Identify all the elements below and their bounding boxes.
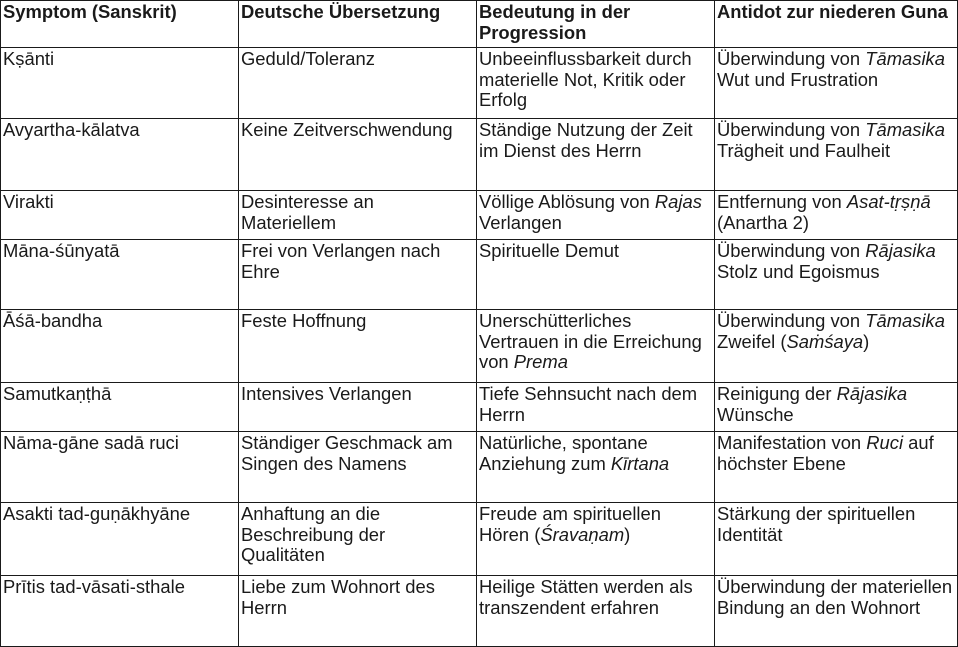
text-segment: Wünsche bbox=[717, 403, 794, 425]
text-segment: Spirituelle Demut bbox=[479, 240, 620, 261]
text-segment: Stolz und Egoismus bbox=[717, 260, 880, 282]
cell-symptom: Samutkaṇṭhā bbox=[1, 383, 239, 432]
cell-translation: Ständiger Geschmack am Singen des Namens bbox=[239, 432, 477, 503]
cell-symptom: Prītis tad-vāsati-sthale bbox=[1, 576, 239, 647]
text-segment: Unerschütterliches Vertrauen in die Erreichung von bbox=[479, 310, 702, 372]
italic-term: Tāmasika bbox=[865, 310, 945, 331]
italic-term: Asat-tṛṣṇā bbox=[846, 191, 931, 212]
cell-antidote bbox=[715, 310, 958, 383]
table-row bbox=[1, 119, 958, 191]
cell-antidote bbox=[715, 240, 958, 310]
text-segment: auf höchster Ebene bbox=[717, 432, 934, 474]
text-segment: Überwindung von bbox=[717, 240, 866, 261]
text-segment: ) bbox=[863, 330, 870, 352]
text-segment: Reinigung der bbox=[717, 383, 837, 404]
cell-antidote bbox=[715, 503, 958, 576]
italic-term: Saṁśaya bbox=[786, 330, 864, 352]
cell-symptom: Kṣānti bbox=[1, 48, 239, 119]
header-symptom: Symptom (Sanskrit) bbox=[1, 1, 239, 48]
text-segment: (Anartha 2) bbox=[717, 211, 809, 233]
cell-translation: Intensives Verlangen bbox=[239, 383, 477, 432]
text-segment: Entfernung von bbox=[717, 191, 847, 212]
cell-antidote bbox=[715, 432, 958, 503]
cell-symptom: Āśā-bandha bbox=[1, 310, 239, 383]
table-row bbox=[1, 48, 958, 119]
text-segment: Unbeeinflussbarkeit durch materielle Not, Kritik oder Erfolg bbox=[479, 48, 692, 110]
header-antidote: Antidot zur niederen Guna bbox=[715, 1, 958, 48]
text-segment: Stärkung der spirituellen Identität bbox=[717, 503, 916, 545]
table-body bbox=[1, 48, 958, 647]
table-row bbox=[1, 191, 958, 240]
cell-symptom: Māna-śūnyatā bbox=[1, 240, 239, 310]
cell-meaning bbox=[477, 383, 715, 432]
text-segment: Überwindung von bbox=[717, 119, 866, 140]
cell-meaning bbox=[477, 576, 715, 647]
cell-symptom: Nāma-gāne sadā ruci bbox=[1, 432, 239, 503]
header-meaning: Bedeutung in der Progression bbox=[477, 1, 715, 48]
text-segment: ) bbox=[624, 523, 631, 545]
table-header bbox=[1, 1, 958, 48]
text-segment: Natürliche, spontane Anziehung zum bbox=[479, 432, 648, 474]
header-row bbox=[1, 1, 958, 48]
cell-meaning bbox=[477, 240, 715, 310]
text-segment: Zweifel ( bbox=[717, 330, 787, 352]
cell-translation: Frei von Verlangen nach Ehre bbox=[239, 240, 477, 310]
cell-antidote bbox=[715, 191, 958, 240]
cell-translation: Feste Hoffnung bbox=[239, 310, 477, 383]
cell-meaning bbox=[477, 119, 715, 191]
cell-antidote bbox=[715, 576, 958, 647]
italic-term: Ruci bbox=[866, 432, 904, 453]
cell-antidote bbox=[715, 383, 958, 432]
table-row bbox=[1, 240, 958, 310]
table-row bbox=[1, 576, 958, 647]
text-segment: Wut und Frustration bbox=[717, 68, 879, 90]
cell-meaning bbox=[477, 191, 715, 240]
cell-translation: Desinteresse an Materiellem bbox=[239, 191, 477, 240]
text-segment: Freude am spirituellen Hören ( bbox=[479, 503, 661, 545]
text-segment: Überwindung der materiellen Bindung an den Wohnort bbox=[717, 576, 953, 618]
italic-term: Rājasika bbox=[836, 383, 908, 404]
cell-translation: Liebe zum Wohnort des Herrn bbox=[239, 576, 477, 647]
italic-term: Prema bbox=[513, 351, 568, 372]
italic-term: Kīrtana bbox=[610, 452, 670, 474]
cell-meaning bbox=[477, 432, 715, 503]
table-row bbox=[1, 503, 958, 576]
italic-term: Tāmasika bbox=[865, 48, 945, 69]
italic-term: Rājasika bbox=[865, 240, 936, 261]
text-segment: Völlige Ablösung von bbox=[479, 191, 655, 212]
text-segment: Verlangen bbox=[479, 211, 562, 233]
text-segment: Tiefe Sehnsucht nach dem Herrn bbox=[479, 383, 698, 425]
cell-translation: Anhaftung an die Beschreibung der Qualitäten bbox=[239, 503, 477, 576]
italic-term: Śravaṇam bbox=[540, 523, 625, 545]
cell-meaning bbox=[477, 48, 715, 119]
header-translation: Deutsche Übersetzung bbox=[239, 1, 477, 48]
cell-meaning bbox=[477, 503, 715, 576]
cell-symptom: Asakti tad-guṇākhyāne bbox=[1, 503, 239, 576]
cell-symptom: Virakti bbox=[1, 191, 239, 240]
italic-term: Tāmasika bbox=[865, 119, 945, 140]
table-row bbox=[1, 310, 958, 383]
cell-meaning bbox=[477, 310, 715, 383]
text-segment: Manifestation von bbox=[717, 432, 867, 453]
italic-term: Rajas bbox=[654, 191, 702, 212]
cell-symptom: Avyartha-kālatva bbox=[1, 119, 239, 191]
text-segment: Überwindung von bbox=[717, 310, 866, 331]
cell-antidote bbox=[715, 48, 958, 119]
text-segment: Heilige Stätten werden als transzendent erfahren bbox=[479, 576, 693, 618]
table-row bbox=[1, 383, 958, 432]
text-segment: Überwindung von bbox=[717, 48, 866, 69]
text-segment: Trägheit und Faulheit bbox=[717, 139, 891, 161]
cell-translation: Geduld/Toleranz bbox=[239, 48, 477, 119]
cell-antidote bbox=[715, 119, 958, 191]
table-row bbox=[1, 432, 958, 503]
text-segment: Ständige Nutzung der Zeit im Dienst des Herrn bbox=[479, 119, 693, 161]
cell-translation: Keine Zeitverschwendung bbox=[239, 119, 477, 191]
